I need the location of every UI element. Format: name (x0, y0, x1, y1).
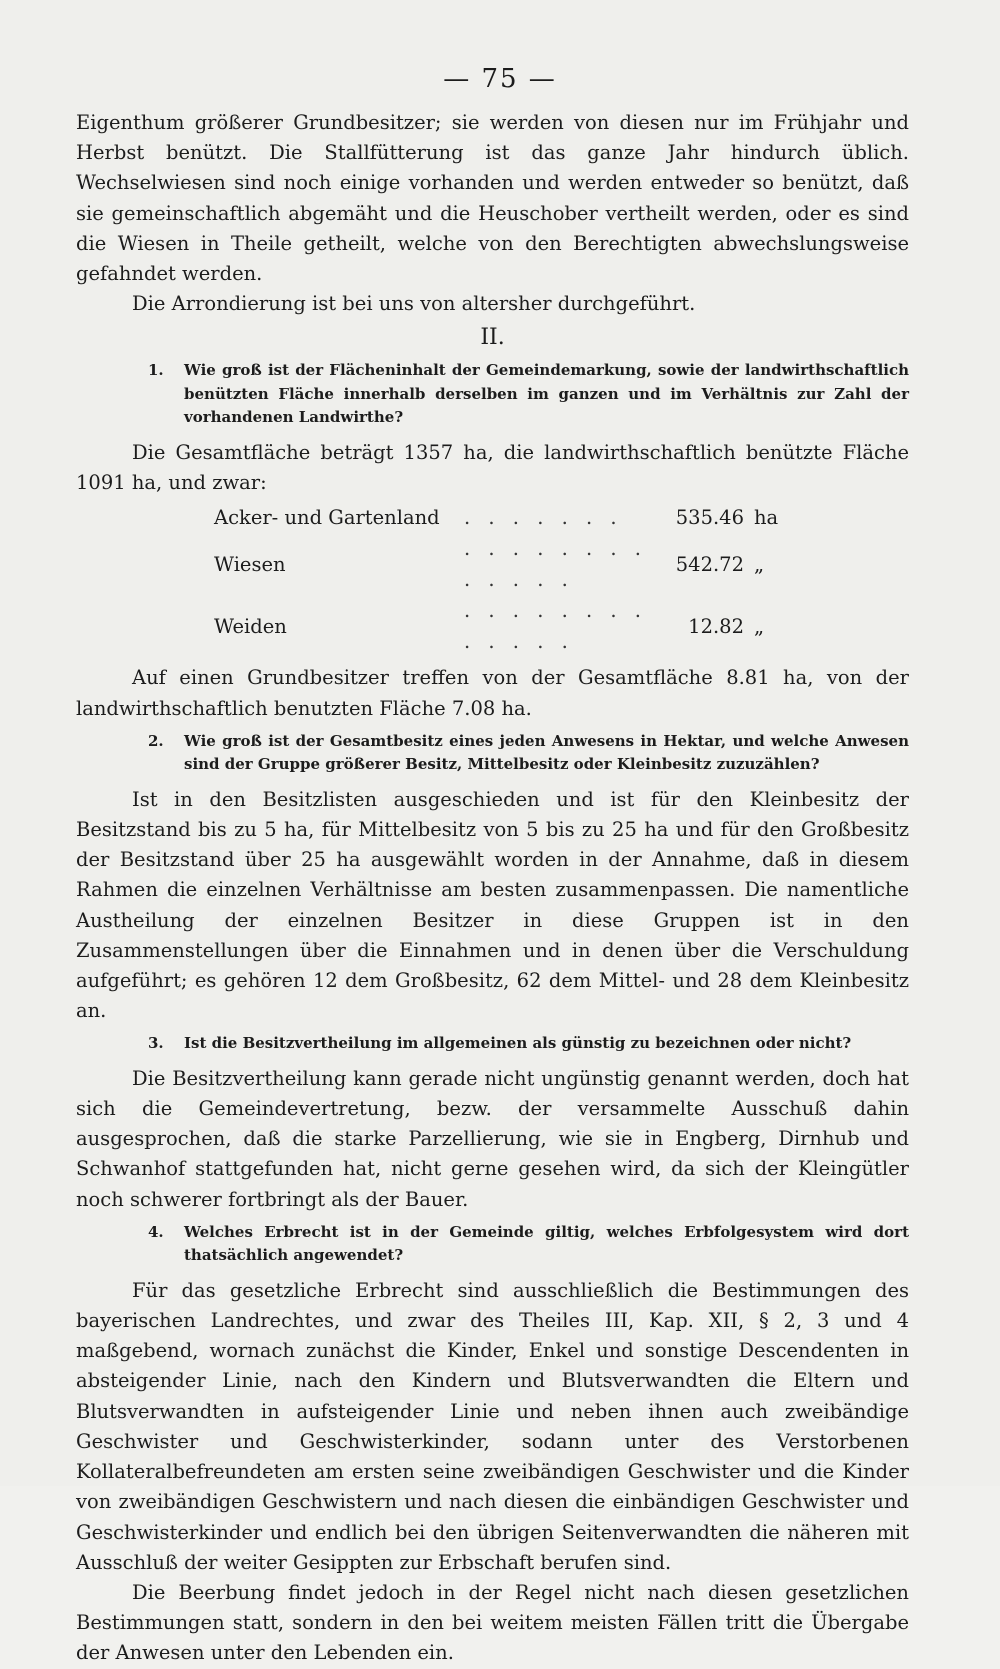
leader-dots: . . . . . . . . . . . . . (464, 599, 647, 654)
question-number: 4. (148, 1222, 164, 1241)
section-heading: II. (480, 325, 505, 351)
question-text: Ist die Besitzvertheilung im allgemeinen als günstig zu bezeichnen oder nicht? (184, 1034, 852, 1053)
question-text: Wie groß ist der Gesamtbesitz eines jeden Anwesens in Hektar, und welche Anwesen sind der Gruppe größerer Besitz, Mittelbesitz oder Kleinbesitz zuzuzählen? (184, 731, 909, 774)
row-label: Acker- und Gartenland (214, 506, 440, 530)
answer-4-para-2: Die Beerbung findet jedoch in der Regel nicht nach diesen gesetzlichen Bestimmungen statt, sondern in den bei weitem meisten Fällen tritt die Übergabe der Anwesen unter den Lebenden ein. (76, 1580, 909, 1665)
table-row (214, 502, 778, 533)
row-value: 12.82 (688, 614, 744, 638)
answer-1-lead: Die Gesamtfläche beträgt 1357 ha, die landwirthschaftlich benützte Fläche 1091 ha, und zwar: (76, 440, 909, 495)
row-label: Weiden (214, 614, 287, 638)
question-text: Welches Erbrecht ist in der Gemeinde giltig, welches Erbfolgesystem wird dort thatsächlich angewendet? (184, 1222, 909, 1265)
row-label: Wiesen (214, 552, 286, 576)
question-4 (76, 1221, 909, 1268)
answer-3: Die Besitzvertheilung kann gerade nicht ungünstig genannt werden, doch hat sich die Gemeindevertretung, bezw. der versammelte Ausschuß dahin ausgesprochen, daß die starke Parzellierung, wie sie in Engberg, Dirnhub und Schwanhof stattgefunden hat, nicht gerne gesehen wird, da sich der Kleingütler noch schwerer fortbringt als der Bauer. (76, 1066, 909, 1211)
page-content (76, 108, 909, 1669)
row-unit: „ (754, 614, 765, 638)
row-unit: ha (754, 506, 779, 530)
question-number: 1. (148, 361, 164, 380)
question-2 (76, 730, 909, 777)
paragraph-intro-1: Eigenthum größerer Grundbesitzer; sie werden von diesen nur im Frühjahr und Herbst benützt. Die Stallfütterung ist das ganze Jahr hindurch üblich. Wechselwiesen sind noch einige vorhanden und werden entweder so benützt, daß sie gemeinschaftlich abgemäht und die Heuschober vertheilt werden, oder es sind die Wiesen in Theile getheilt, welche von den Berechtigten abwechslungsweise gefahndet werden. (76, 111, 909, 286)
row-value: 535.46 (675, 506, 744, 530)
paragraph-intro-2: Die Arrondierung ist bei uns von altersher durchgeführt. (132, 292, 696, 316)
question-number: 3. (148, 1034, 164, 1053)
answer-4-para-1: Für das gesetzliche Erbrecht sind ausschließlich die Bestimmungen des bayerischen Landrechtes, und zwar des Theiles III, Kap. XII, § 2, 3 und 4 maßgebend, wornach zunächst die Kinder, Enkel und sonstige Descendenten in absteigender Linie, nach den Kindern und Blutsverwandten die Eltern und Blutsverwandten in aufsteigender Linie und neben ihnen auch zweibändige Geschwister und Geschwisterkinder, sodann unter des Verstorbenen Kollateralbefreundeten am ersten seine zweibändigen Geschwister und die Kinder von zweibändigen Geschwistern und nach diesen die einbändigen Geschwister und Geschwisterkinder und endlich bei den übrigen Seitenverwandten die näheren mit Ausschluß der weiter Gesippten zur Erbschaft berufen sind. (76, 1278, 909, 1574)
page-number: — 75 — (443, 64, 557, 94)
table-row (214, 595, 778, 657)
table-row (214, 533, 778, 595)
question-1 (76, 359, 909, 430)
land-use-table (214, 502, 778, 657)
row-value: 542.72 (675, 552, 744, 576)
row-unit: „ (754, 552, 765, 576)
answer-2: Ist in den Besitzlisten ausgeschieden und ist für den Kleinbesitz der Besitzstand bis zu 5 ha, für Mittelbesitz von 5 bis zu 25 ha und für den Großbesitz der Besitzstand über 25 ha ausgewählt worden in der Annahme, daß in diesem Rahmen die einzelnen Verhältnisse am besten zusammenpassen. Die namentliche Austheilung der einzelnen Besitzer in diese Gruppen ist in den Zusammenstellungen über die Einnahmen und in denen über die Verschuldung aufgeführt; es gehören 12 dem Großbesitz, 62 dem Mittel- und 28 dem Kleinbesitz an. (76, 787, 909, 1023)
question-text: Wie groß ist der Flächeninhalt der Gemeindemarkung, sowie der landwirthschaftlich benützten Fläche innerhalb derselben im ganzen und im Verhältnis zur Zahl der vorhandenen Landwirthe? (184, 361, 909, 427)
leader-dots: . . . . . . . . . . . . . (464, 537, 647, 592)
answer-1-tail: Auf einen Grundbesitzer treffen von der Gesamtfläche 8.81 ha, von der landwirthschaftlich benutzten Fläche 7.08 ha. (76, 666, 909, 720)
question-3 (76, 1032, 909, 1056)
leader-dots: . . . . . . . (464, 506, 623, 530)
question-number: 2. (148, 731, 164, 750)
